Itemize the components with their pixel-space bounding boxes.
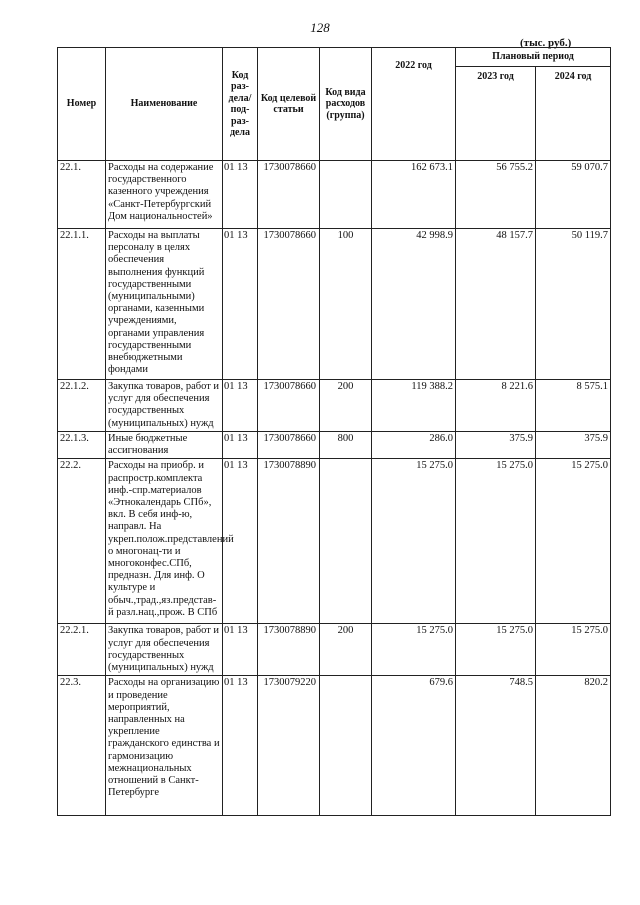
header-number: Номер (58, 48, 106, 161)
header-target: Код целевой статьи (258, 48, 320, 161)
row-target-code: 1730078660 (258, 229, 320, 380)
row-value-2023: 48 157.7 (456, 229, 536, 380)
row-target-code: 1730078890 (258, 624, 320, 676)
row-target-code: 1730078890 (258, 459, 320, 624)
row-value-2022: 679.6 (372, 676, 456, 816)
row-value-2022: 162 673.1 (372, 161, 456, 229)
table-row (58, 432, 611, 459)
table-row (58, 459, 611, 624)
row-group-code (320, 459, 372, 624)
table-row (58, 676, 611, 816)
row-group-code (320, 161, 372, 229)
row-value-2023: 748.5 (456, 676, 536, 816)
header-name: Наименование (106, 48, 223, 161)
row-value-2022: 119 388.2 (372, 380, 456, 432)
header-2023: 2023 год (456, 67, 536, 161)
row-value-2023: 56 755.2 (456, 161, 536, 229)
header-group: Код вида расходов (группа) (320, 48, 372, 161)
row-value-2024: 820.2 (536, 676, 611, 816)
row-value-2023: 15 275.0 (456, 459, 536, 624)
row-section-code: 01 13 (223, 380, 258, 432)
row-name: Закупка товаров, работ и услуг для обеспечения государственных (муниципальных) нужд (106, 380, 223, 432)
row-name: Расходы на содержание государственного казенного учреждения «Санкт-Петербургский Дом национальностей» (106, 161, 223, 229)
row-name: Закупка товаров, работ и услуг для обеспечения государственных (муниципальных) нужд (106, 624, 223, 676)
row-section-code: 01 13 (223, 624, 258, 676)
row-section-code: 01 13 (223, 161, 258, 229)
row-number: 22.1.3. (58, 432, 106, 459)
row-group-code: 100 (320, 229, 372, 380)
row-value-2023: 15 275.0 (456, 624, 536, 676)
row-target-code: 1730078660 (258, 380, 320, 432)
row-target-code: 1730078660 (258, 432, 320, 459)
row-section-code: 01 13 (223, 676, 258, 816)
row-name: Расходы на организацию и проведение мероприятий, направленных на укрепление гражданского единства и гармонизацию межнациональных отношений в Санкт-Петербурге (106, 676, 223, 816)
row-group-code (320, 676, 372, 816)
budget-table (57, 47, 611, 816)
row-value-2023: 8 221.6 (456, 380, 536, 432)
page-number: 128 (310, 20, 330, 35)
row-number: 22.2.1. (58, 624, 106, 676)
row-name: Иные бюджетные ассигнования (106, 432, 223, 459)
header-2024: 2024 год (536, 67, 611, 161)
row-group-code: 200 (320, 624, 372, 676)
row-value-2024: 59 070.7 (536, 161, 611, 229)
table-row (58, 624, 611, 676)
row-value-2024: 50 119.7 (536, 229, 611, 380)
row-number: 22.2. (58, 459, 106, 624)
table-row (58, 380, 611, 432)
row-section-code: 01 13 (223, 459, 258, 624)
table-row (58, 229, 611, 380)
row-number: 22.3. (58, 676, 106, 816)
header-2022: 2022 год (372, 48, 456, 161)
row-name: Расходы на приобр. и распростр.комплекта инф.-спр.материалов «Этнокалендарь СПб», вкл. В себя инф-ю, направл. На укреп.полож.представлений о многонац-ти и многоконфес.СПб, предназн. Для инф. О культуре и обыч.,трад.,яз.представ-й разл.нац.,прож. В СПб (106, 459, 223, 624)
row-section-code: 01 13 (223, 229, 258, 380)
row-value-2022: 42 998.9 (372, 229, 456, 380)
row-value-2024: 8 575.1 (536, 380, 611, 432)
header-planned: Плановый период (456, 48, 611, 67)
row-target-code: 1730079220 (258, 676, 320, 816)
row-value-2024: 375.9 (536, 432, 611, 459)
row-section-code: 01 13 (223, 432, 258, 459)
row-number: 22.1.1. (58, 229, 106, 380)
row-value-2024: 15 275.0 (536, 459, 611, 624)
row-value-2022: 15 275.0 (372, 624, 456, 676)
row-number: 22.1.2. (58, 380, 106, 432)
row-value-2022: 15 275.0 (372, 459, 456, 624)
row-group-code: 800 (320, 432, 372, 459)
row-target-code: 1730078660 (258, 161, 320, 229)
row-name: Расходы на выплаты персоналу в целях обеспечения выполнения функций государственными (муниципальными) органами, казенными учреждениями, органами управления государственными внебюджетными фондами (106, 229, 223, 380)
row-value-2023: 375.9 (456, 432, 536, 459)
row-value-2022: 286.0 (372, 432, 456, 459)
table-body (58, 161, 611, 816)
table-row (58, 161, 611, 229)
header-section: Код раз-дела/ под-раз-дела (223, 48, 258, 161)
row-group-code: 200 (320, 380, 372, 432)
units-label: (тыс. руб.) (520, 37, 572, 49)
row-number: 22.1. (58, 161, 106, 229)
row-value-2024: 15 275.0 (536, 624, 611, 676)
